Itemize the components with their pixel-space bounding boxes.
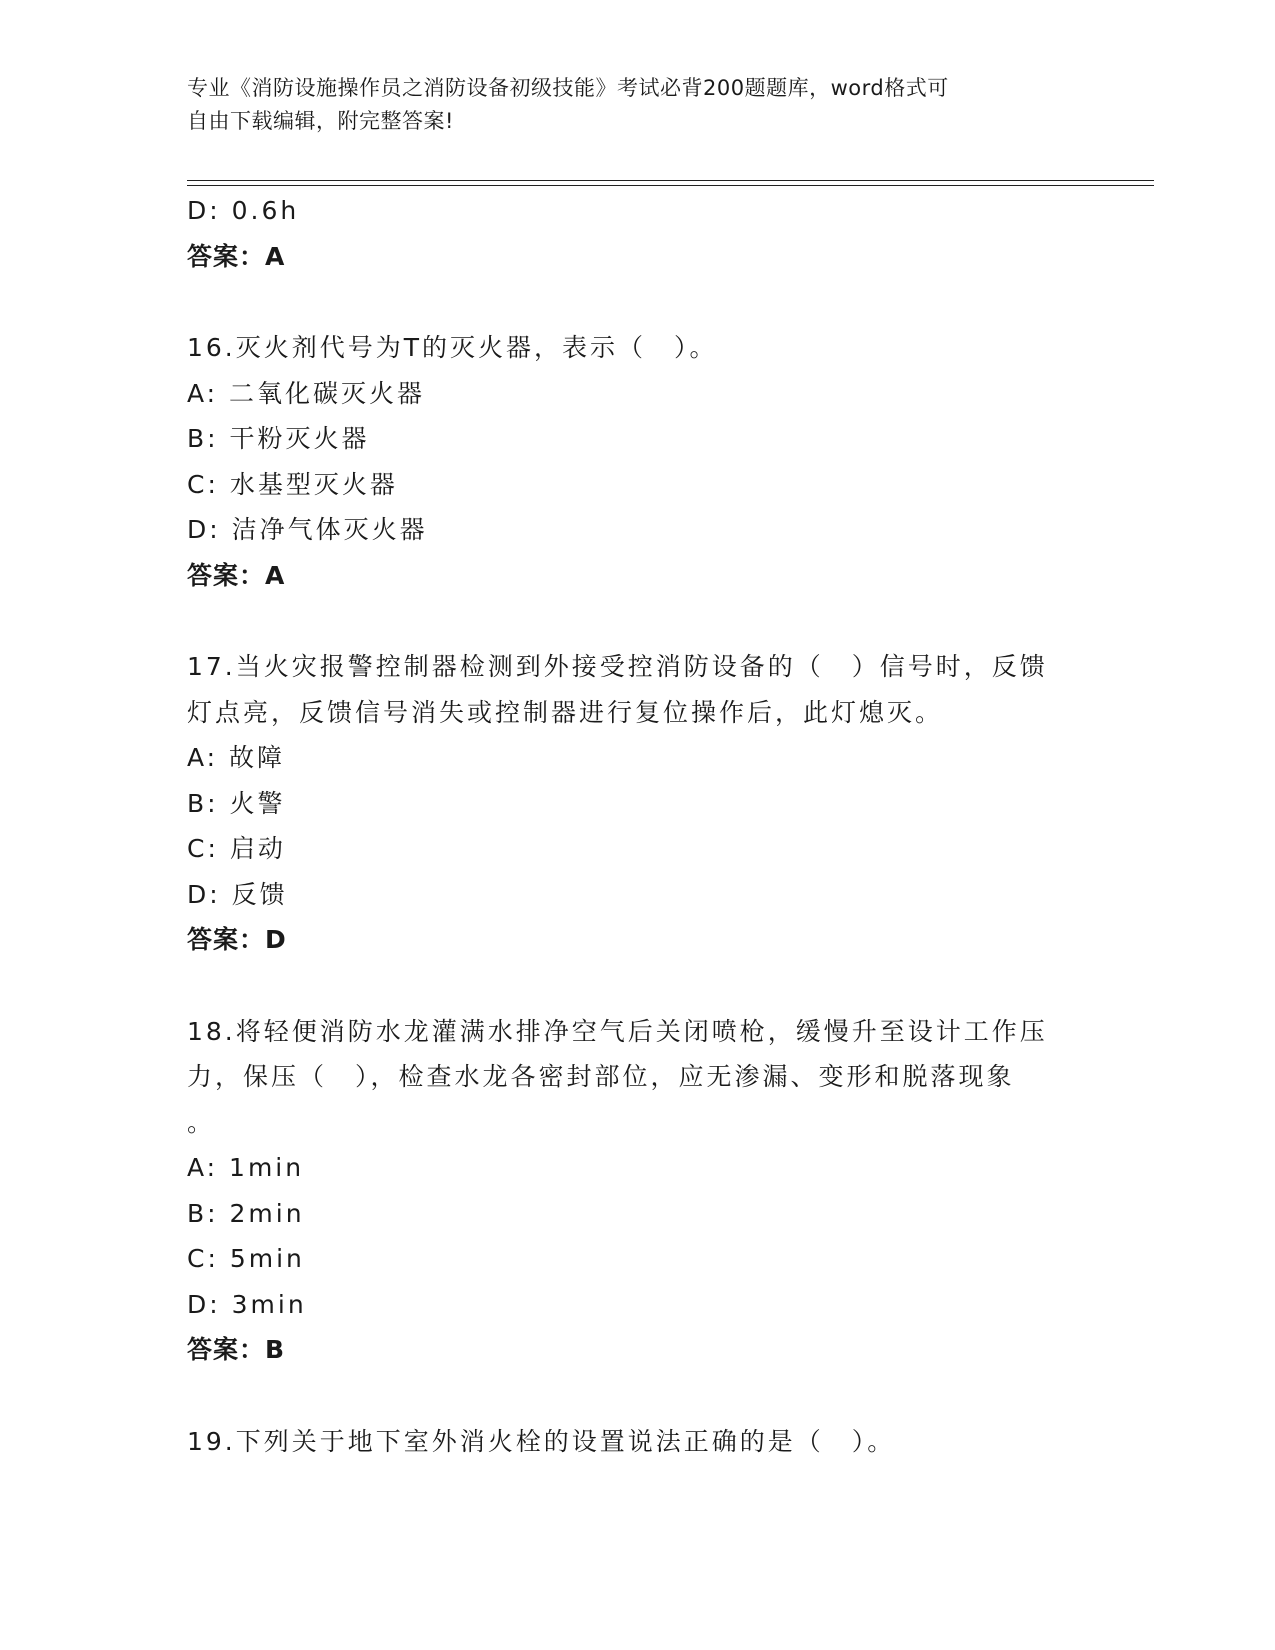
option-d: D: 洁净气体灭火器 [187,515,428,544]
question-stem-end: 。 [187,1107,216,1137]
answer-text: 答案：D [187,925,287,954]
question-16 [187,325,1087,598]
question-19 [187,1419,1087,1465]
answer-text: 答案：A [187,560,286,590]
header-line-1: 专业《消防设施操作员之消防设备初级技能》考试必背200题题库，word格式可 [187,76,949,100]
spacer [187,963,1087,1009]
option-a: A: 故障 [187,743,286,772]
question-stem: 17.当火灾报警控制器检测到外接受控消防设备的（ ）信号时，反馈 [187,652,1048,681]
spacer [187,1373,1087,1419]
option-d: D: 反馈 [187,879,288,909]
option-b: B: 干粉灭火器 [187,424,370,453]
spacer [187,279,1087,325]
question-stem-continued: 力，保压（ ），检查水龙各密封部位，应无渗漏、变形和脱落现象 [187,1062,1015,1091]
question-stem: 18.将轻便消防水龙灌满水排净空气后关闭喷枪，缓慢升至设计工作压 [187,1016,1048,1046]
option-b: B: 2min [187,1198,305,1228]
option-c: C: 水基型灭火器 [187,469,398,499]
question-stem-continued: 灯点亮，反馈信号消失或控制器进行复位操作后，此灯熄灭。 [187,697,944,727]
answer-text: 答案：A [187,241,286,271]
question-stem: 19.下列关于地下室外消火栓的设置说法正确的是（ ）。 [187,1426,896,1456]
option-d: D: 0.6h [187,196,300,225]
question-stem: 16.灭火剂代号为T的灭火器，表示（ ）。 [187,333,718,362]
question-18 [187,1009,1087,1373]
option-a: A: 1min [187,1153,305,1182]
option-a: A: 二氧化碳灭火器 [187,378,426,408]
question-17 [187,644,1087,963]
answer-text: 答案：B [187,1335,286,1364]
question-content [187,188,1087,1464]
option-c: C: 启动 [187,834,286,863]
header-divider-top [187,180,1154,181]
option-b: B: 火警 [187,788,286,818]
header-divider-bottom [187,185,1154,186]
header-line-2: 自由下载编辑，附完整答案! [187,109,454,133]
option-d: D: 3min [187,1289,307,1319]
spacer [187,598,1087,644]
option-c: C: 5min [187,1244,305,1273]
document-header [187,72,1087,138]
question-15-fragment [187,188,1087,279]
